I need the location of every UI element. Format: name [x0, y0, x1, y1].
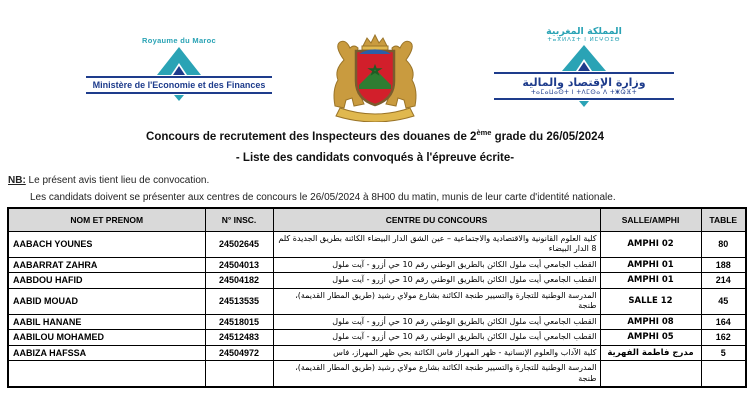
exam-centre: القطب الجامعي أيت ملول الكائن بالطريق الوطني رقم 10 حي أزرو - آيت ملول: [273, 257, 600, 273]
table-row: [8, 361, 746, 388]
inscription-number: 24504013: [205, 257, 273, 273]
ministry-logo-ar: [494, 26, 674, 107]
exam-centre: القطب الجامعي أيت ملول الكائن بالطريق الوطني رقم 10 حي أزرو - آيت ملول: [273, 330, 600, 346]
moroccan-coat-of-arms: [306, 30, 444, 122]
table-number: [701, 361, 746, 388]
table-header-row: [8, 208, 746, 231]
ministry-label-fr: Ministère de l'Economie et des Finances: [92, 80, 266, 90]
logo-down-triangle-icon-ar: [579, 101, 589, 107]
table-row: [8, 330, 746, 346]
exam-centre: المدرسة الوطنية للتجارة والتسيير طنجة الكائنة بشارع مولاي رشيد (طريق المطار القديمة)، طنجة: [273, 361, 600, 388]
table-number: 5: [701, 345, 746, 361]
room-amphi: AMPHI 05: [600, 330, 701, 346]
room-amphi: AMPHI 01: [600, 273, 701, 289]
candidates-table: [7, 207, 747, 388]
col-header-salle: SALLE/AMPHI: [600, 208, 701, 231]
inscription-number: 24513535: [205, 288, 273, 314]
logo-divider-top: [86, 76, 272, 78]
kingdom-label-fr: Royaume du Maroc: [142, 36, 216, 45]
table-number: 214: [701, 273, 746, 289]
table-row: [8, 273, 746, 289]
document-title: [0, 128, 750, 143]
inscription-number: 24512483: [205, 330, 273, 346]
ministry-logo-fr: [86, 36, 272, 101]
table-row: [8, 314, 746, 330]
table-number: 162: [701, 330, 746, 346]
room-amphi: AMPHI 08: [600, 314, 701, 330]
kingdom-label-ar: المملكة المغربية: [546, 26, 622, 37]
inscription-number: 24504972: [205, 345, 273, 361]
ministry-triangle-icon: [157, 47, 201, 75]
title-text-end: grade du 26/05/2024: [491, 130, 604, 143]
nb-text: Le présent avis tient lieu de convocation.: [25, 175, 210, 186]
table-number: 188: [701, 257, 746, 273]
ministry-label-ar: وزارة الإقتصاد والمالية: [522, 76, 646, 89]
room-amphi: مدرج فاطمة الفهرية: [600, 345, 701, 361]
candidate-name: AABACH YOUNES: [8, 231, 205, 257]
kingdom-label-tifinagh: ⵜⴰⴳⵍⴷⵉⵜ ⵏ ⵍⵎⵖⵔⵉⴱ: [547, 37, 621, 43]
col-header-table: TABLE: [701, 208, 746, 231]
inscription-number: [205, 361, 273, 388]
logo-divider-bottom-ar: [494, 98, 674, 100]
table-row: [8, 288, 746, 314]
room-amphi: SALLE 12: [600, 288, 701, 314]
candidate-name: AABILOU MOHAMED: [8, 330, 205, 346]
exam-centre: القطب الجامعي أيت ملول الكائن بالطريق الوطني رقم 10 حي أزرو - آيت ملول: [273, 314, 600, 330]
logo-divider-bottom: [86, 92, 272, 94]
inscription-number: 24504182: [205, 273, 273, 289]
nb-note: [8, 175, 748, 186]
candidate-name: AABID MOUAD: [8, 288, 205, 314]
table-number: 164: [701, 314, 746, 330]
title-text: Concours de recrutement des Inspecteurs des douanes de 2: [146, 130, 477, 143]
title-superscript: ème: [476, 128, 492, 137]
ministry-triangle-icon-ar: [562, 45, 606, 71]
exam-centre: المدرسة الوطنية للتجارة والتسيير طنجة الكائنة بشارع مولاي رشيد (طريق المطار القديمة)، طنجة: [273, 288, 600, 314]
table-row: [8, 231, 746, 257]
table-number: 45: [701, 288, 746, 314]
table-number: 80: [701, 231, 746, 257]
candidate-name: AABARRAT ZAHRA: [8, 257, 205, 273]
room-amphi: AMPHI 01: [600, 257, 701, 273]
exam-centre: كلية العلوم القانونية والاقتصادية والاجتماعية – عين الشق الدار البيضاء الكائنة بطريق الجديدة كلم 8 الدار البيضاء: [273, 231, 600, 257]
candidates-table-wrapper: [7, 207, 745, 388]
document-subtitle: - Liste des candidats convoqués à l'épreuve écrite-: [235, 152, 515, 164]
col-header-centre: CENTRE DU CONCOURS: [273, 208, 600, 231]
candidate-name: AABIL HANANE: [8, 314, 205, 330]
candidate-name: [8, 361, 205, 388]
col-header-inscription: N° INSC.: [205, 208, 273, 231]
col-header-nom: NOM ET PRENOM: [8, 208, 205, 231]
nb-note-line2: Les candidats doivent se présenter aux centres de concours le 26/05/2024 à 8H00 du matin, munis de leur carte d'identité nationale.: [30, 192, 616, 203]
inscription-number: 24502645: [205, 231, 273, 257]
exam-centre: كلية الآداب والعلوم الإنسانية - ظهر المهراز فاس الكائنة بحي ظهر المهراز، فاس: [273, 345, 600, 361]
nb-label: NB:: [8, 175, 26, 186]
logo-divider-top-ar: [494, 72, 674, 74]
table-row: [8, 345, 746, 361]
inscription-number: 24518015: [205, 314, 273, 330]
candidate-name: AABDOU HAFID: [8, 273, 205, 289]
room-amphi: [600, 361, 701, 388]
exam-centre: القطب الجامعي أيت ملول الكائن بالطريق الوطني رقم 10 حي أزرو - آيت ملول: [273, 273, 600, 289]
room-amphi: AMPHI 02: [600, 231, 701, 257]
ministry-label-tifinagh: ⵜⴰⵎⴰⵡⴰⵙⵜ ⵏ ⵜⴷⵎⵙⴰ ⴷ ⵜⵥⵕⴼⵜ: [530, 89, 638, 96]
table-row: [8, 257, 746, 273]
logo-down-triangle-icon: [174, 95, 184, 101]
candidate-name: AABIZA HAFSSA: [8, 345, 205, 361]
